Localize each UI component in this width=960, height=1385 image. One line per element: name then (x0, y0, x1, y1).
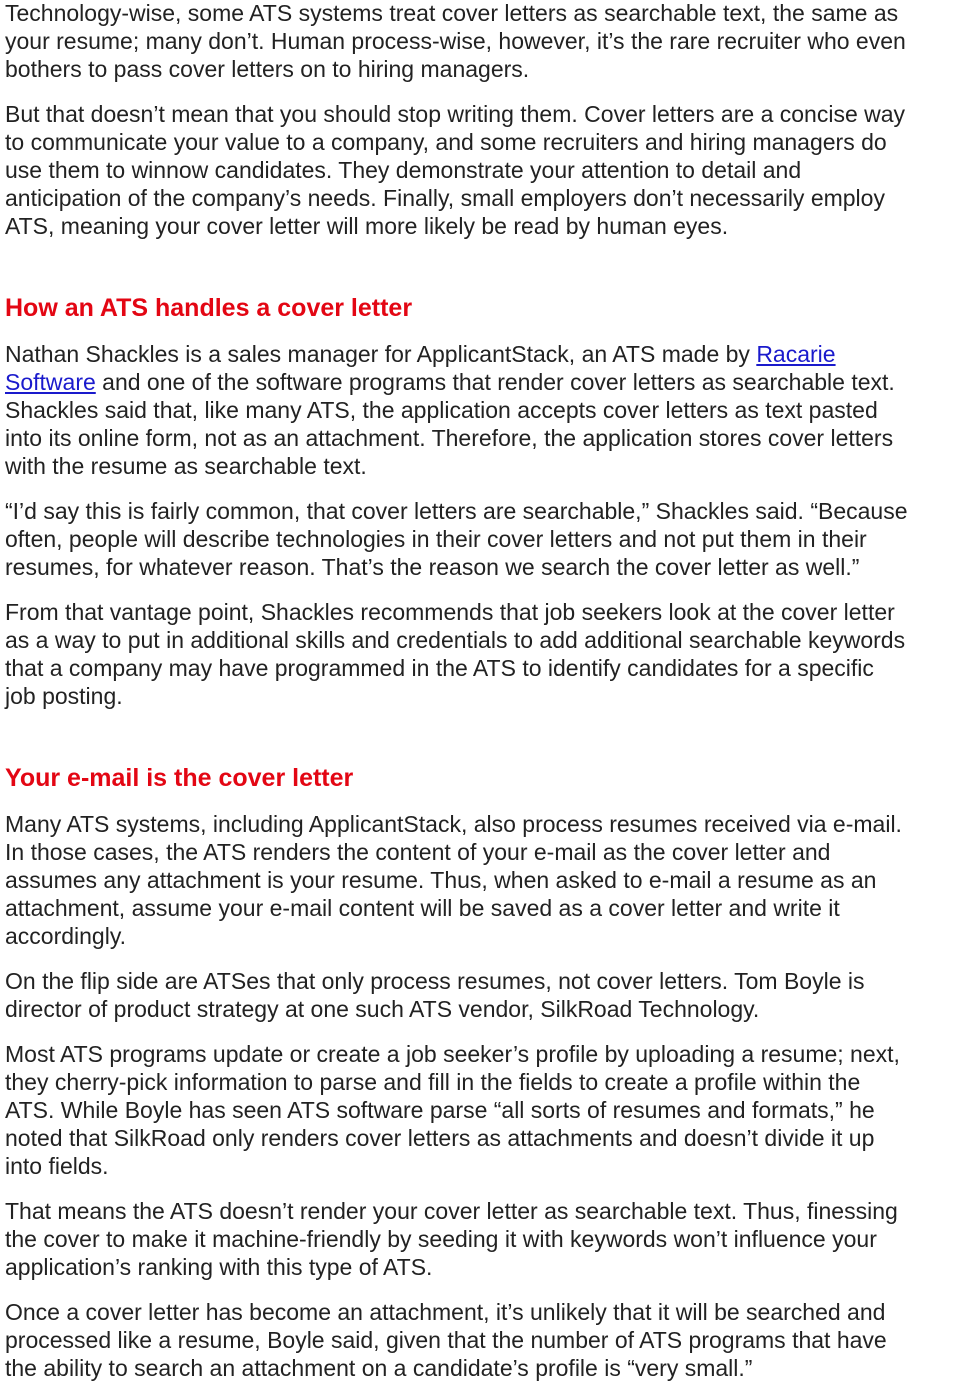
text-line: accordingly. (5, 923, 127, 949)
text-line: From that vantage point, Shackles recommends that job seekers look at the cover letter (5, 599, 895, 625)
text-line: they cherry-pick information to parse and fill in the fields to create a profile within the (5, 1069, 861, 1095)
section-heading: Your e-mail is the cover letter (5, 764, 354, 792)
paragraph (5, 810, 960, 950)
text-line: use them to winnow candidates. They demonstrate your attention to detail and (5, 157, 802, 183)
racarie-software-link[interactable]: Racarie (756, 341, 836, 367)
text-line: application’s ranking with this type of ATS. (5, 1254, 433, 1280)
text-line: But that doesn’t mean that you should stop writing them. Cover letters are a concise way (5, 101, 906, 127)
paragraph (5, 598, 960, 710)
text-line: often, people will describe technologies in their cover letters and not put them in their (5, 526, 867, 552)
paragraph (5, 1040, 960, 1180)
text-line: Many ATS systems, including ApplicantStack, also process resumes received via e-mail. (5, 811, 902, 837)
text-line: job posting. (5, 683, 123, 709)
paragraph (5, 100, 960, 240)
text-line: processed like a resume, Boyle said, given that the number of ATS programs that have (5, 1327, 887, 1353)
text-line: ATS, meaning your cover letter will more likely be read by human eyes. (5, 213, 729, 239)
text-line: ATS. While Boyle has seen ATS software parse “all sorts of resumes and formats,” he (5, 1097, 875, 1123)
section-heading: How an ATS handles a cover letter (5, 294, 413, 322)
text-line: In those cases, the ATS renders the content of your e-mail as the cover letter and (5, 839, 831, 865)
text-line: anticipation of the company’s needs. Finally, small employers don’t necessarily employ (5, 185, 885, 211)
text: Nathan Shackles is a sales manager for ApplicantStack, an ATS made by (5, 341, 757, 367)
text-line: bothers to pass cover letters on to hiring managers. (5, 56, 530, 82)
text: and one of the software programs that render cover letters as searchable text. (95, 369, 895, 395)
paragraph (5, 1298, 960, 1382)
text-line: as a way to put in additional skills and credentials to add additional searchable keywords (5, 627, 906, 653)
text-line: that a company may have programmed in the ATS to identify candidates for a specific (5, 655, 874, 681)
text-line: Shackles said that, like many ATS, the application accepts cover letters as text pasted (5, 397, 878, 423)
paragraph (5, 497, 960, 581)
text-line: to communicate your value to a company, and some recruiters and hiring managers do (5, 129, 887, 155)
text-line: the cover to make it machine-friendly by seeding it with keywords won’t influence your (5, 1226, 877, 1252)
text-line: Most ATS programs update or create a job seeker’s profile by uploading a resume; next, (5, 1041, 900, 1067)
text-line: resumes, for whatever reason. That’s the reason we search the cover letter as well.” (5, 554, 860, 580)
paragraph (5, 0, 960, 83)
paragraph (5, 1197, 960, 1281)
text-line: attachment, assume your e-mail content will be saved as a cover letter and write it (5, 895, 840, 921)
text-line: the ability to search an attachment on a candidate’s profile is “very small.” (5, 1355, 753, 1381)
paragraph (5, 967, 960, 1023)
text-line: into its online form, not as an attachment. Therefore, the application stores cover letters (5, 425, 894, 451)
text-line: assumes any attachment is your resume. Thus, when asked to e-mail a resume as an (5, 867, 877, 893)
paragraph (5, 340, 960, 480)
text-line: On the flip side are ATSes that only process resumes, not cover letters. Tom Boyle is (5, 968, 865, 994)
text-line: director of product strategy at one such ATS vendor, SilkRoad Technology. (5, 996, 760, 1022)
racarie-software-link[interactable]: Software (5, 369, 96, 395)
text-line: Once a cover letter has become an attachment, it’s unlikely that it will be searched and (5, 1299, 886, 1325)
text-line: “I’d say this is fairly common, that cover letters are searchable,” Shackles said. “Because (5, 498, 908, 524)
text-line: into fields. (5, 1153, 109, 1179)
text-line: your resume; many don’t. Human process-wise, however, it’s the rare recruiter who even (5, 28, 906, 54)
text-line: noted that SilkRoad only renders cover letters as attachments and doesn’t divide it up (5, 1125, 875, 1151)
text-line: with the resume as searchable text. (5, 453, 367, 479)
text-line: That means the ATS doesn’t render your cover letter as searchable text. Thus, finessing (5, 1198, 898, 1224)
text-line: Technology-wise, some ATS systems treat cover letters as searchable text, the same as (5, 0, 899, 26)
